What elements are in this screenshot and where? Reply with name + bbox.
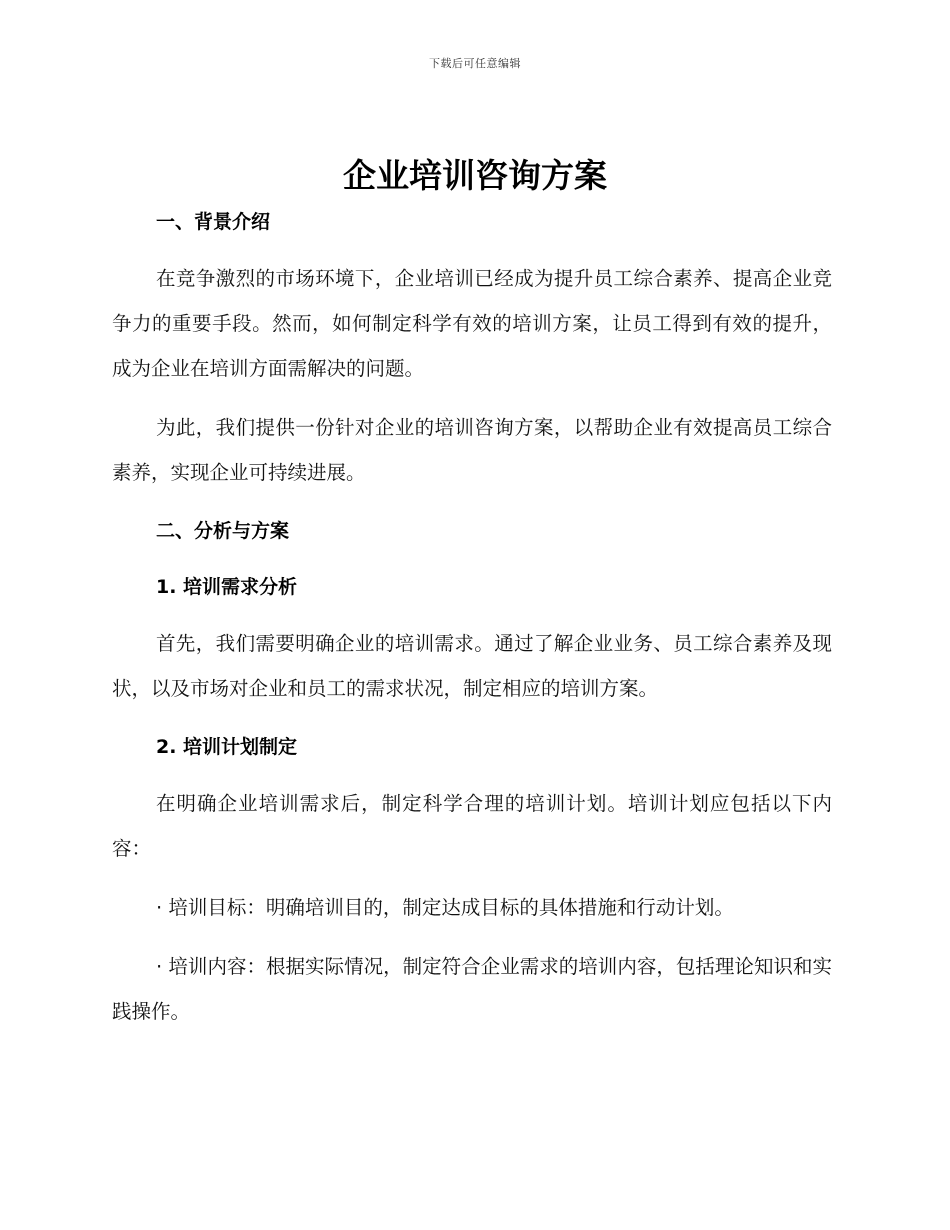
document-title: 企业培训咨询方案 [343, 156, 607, 195]
paragraph-needs-analysis: 首先，我们需要明确企业的培训需求。通过了解企业业务、员工综合素养及现状，以及市场对企业和员工的需求状况，制定相应的培训方案。 [112, 632, 832, 700]
bullet-training-goal: · 培训目标：明确培训目的，制定达成目标的具体措施和行动计划。 [156, 896, 734, 919]
paragraph-background-2: 为此，我们提供一份针对企业的培训咨询方案，以帮助企业有效提高员工综合素养，实现企业可持续进展。 [112, 416, 832, 484]
document-body [112, 200, 832, 1034]
section-heading-background: 一、背景介绍 [156, 211, 271, 233]
paragraph-background-1: 在竞争激烈的市场环境下，企业培训已经成为提升员工综合素养、提高企业竞争力的重要手段。然而，如何制定科学有效的培训方案，让员工得到有效的提升，成为企业在培训方面需解决的问题。 [112, 267, 832, 380]
subsection-heading-training-plan: 2. 培训计划制定 [156, 736, 298, 758]
section-heading-analysis: 二、分析与方案 [156, 520, 290, 542]
bullet-training-content: · 培训内容：根据实际情况，制定符合企业需求的培训内容，包括理论知识和实践操作。 [112, 955, 832, 1023]
subsection-heading-needs-analysis: 1. 培训需求分析 [156, 576, 298, 598]
paragraph-training-plan: 在明确企业培训需求后，制定科学合理的培训计划。培训计划应包括以下内容： [112, 792, 832, 860]
page-header-note: 下载后可任意编辑 [429, 57, 521, 70]
